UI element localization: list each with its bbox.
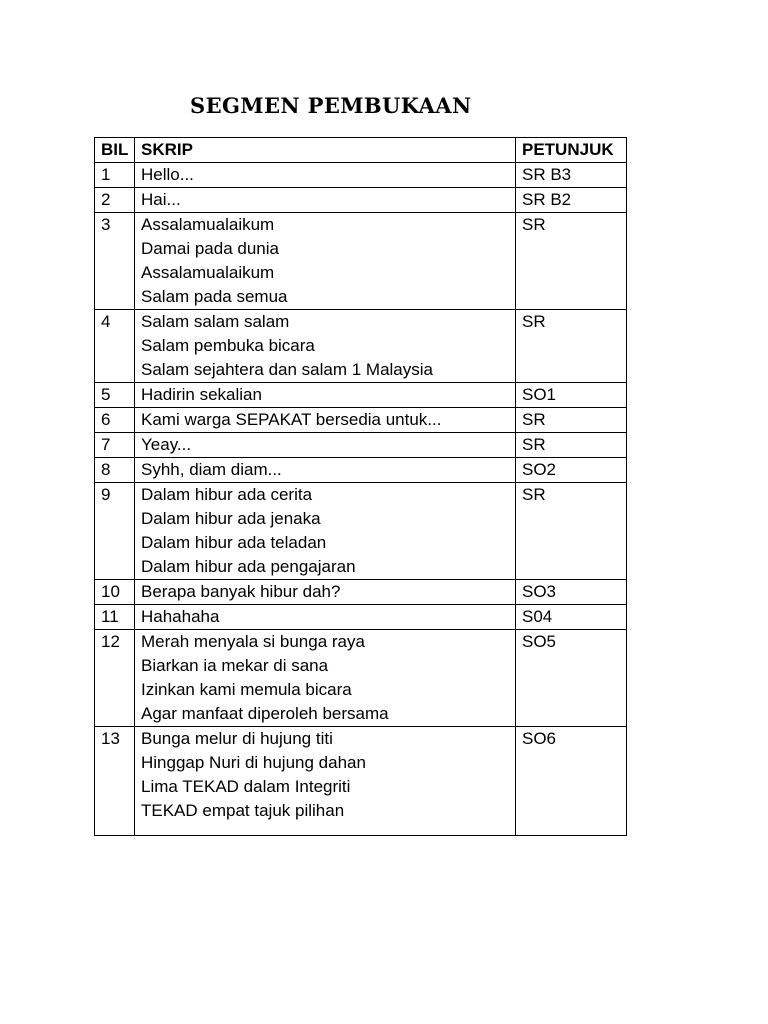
skrip-line: Agar manfaat diperoleh bersama — [141, 704, 389, 723]
cell-skrip — [135, 188, 516, 213]
cell-petunjuk: SR — [516, 310, 627, 383]
cell-bil: 2 — [95, 188, 135, 213]
cell-petunjuk: SO1 — [516, 383, 627, 408]
cell-petunjuk: SR — [516, 213, 627, 310]
skrip-line: Kami warga SEPAKAT bersedia untuk... — [141, 410, 442, 429]
skrip-line: Izinkan kami memula bicara — [141, 680, 352, 699]
cell-bil: 7 — [95, 433, 135, 458]
header-row — [95, 138, 627, 163]
cell-skrip — [135, 310, 516, 383]
cell-skrip — [135, 408, 516, 433]
skrip-line: Salam salam salam — [141, 312, 290, 331]
table-row — [95, 433, 627, 458]
cell-bil: 1 — [95, 163, 135, 188]
cell-petunjuk: SO3 — [516, 580, 627, 605]
table-row — [95, 383, 627, 408]
skrip-line: Hinggap Nuri di hujung dahan — [141, 753, 366, 772]
table-row — [95, 163, 627, 188]
cell-bil: 10 — [95, 580, 135, 605]
cell-skrip — [135, 433, 516, 458]
cell-skrip — [135, 163, 516, 188]
table-row — [95, 408, 627, 433]
cell-petunjuk: SR B2 — [516, 188, 627, 213]
table-row — [95, 188, 627, 213]
skrip-line: Dalam hibur ada cerita — [141, 485, 313, 504]
header-petunjuk: PETUNJUK — [516, 138, 627, 163]
cell-skrip — [135, 605, 516, 630]
cell-petunjuk: SR — [516, 483, 627, 580]
cell-bil: 8 — [95, 458, 135, 483]
cell-skrip — [135, 580, 516, 605]
skrip-line: Dalam hibur ada pengajaran — [141, 557, 356, 576]
skrip-line: Hadirin sekalian — [141, 385, 262, 404]
table-header — [95, 138, 627, 163]
cell-bil: 4 — [95, 310, 135, 383]
cell-bil: 11 — [95, 605, 135, 630]
skrip-line: Lima TEKAD dalam Integriti — [141, 777, 351, 796]
skrip-line: Biarkan ia mekar di sana — [141, 656, 329, 675]
script-table — [94, 137, 627, 836]
skrip-line: Hello... — [141, 165, 194, 184]
cell-bil: 12 — [95, 630, 135, 727]
skrip-line: Bunga melur di hujung titi — [141, 729, 333, 748]
cell-petunjuk: S04 — [516, 605, 627, 630]
skrip-line: Dalam hibur ada teladan — [141, 533, 327, 552]
skrip-line: Merah menyala si bunga raya — [141, 632, 365, 651]
cell-bil: 3 — [95, 213, 135, 310]
table-row — [95, 605, 627, 630]
cell-skrip — [135, 213, 516, 310]
cell-bil: 6 — [95, 408, 135, 433]
cell-bil: 9 — [95, 483, 135, 580]
cell-petunjuk: SR — [516, 433, 627, 458]
table-row — [95, 213, 627, 310]
cell-skrip — [135, 458, 516, 483]
cell-petunjuk: SO2 — [516, 458, 627, 483]
cell-petunjuk: SR B3 — [516, 163, 627, 188]
table-row — [95, 310, 627, 383]
skrip-line: Syhh, diam diam... — [141, 460, 282, 479]
table-row — [95, 580, 627, 605]
table-row — [95, 727, 627, 836]
table-row — [95, 458, 627, 483]
skrip-line: Salam pembuka bicara — [141, 336, 315, 355]
table-row — [95, 630, 627, 727]
cell-skrip — [135, 383, 516, 408]
skrip-line: Assalamualaikum — [141, 215, 275, 234]
skrip-line: Berapa banyak hibur dah? — [141, 582, 341, 601]
cell-petunjuk: SR — [516, 408, 627, 433]
skrip-line: Assalamualaikum — [141, 263, 275, 282]
skrip-line: Dalam hibur ada jenaka — [141, 509, 321, 528]
cell-skrip — [135, 483, 516, 580]
cell-bil: 5 — [95, 383, 135, 408]
table-row — [95, 483, 627, 580]
table-body — [95, 163, 627, 836]
header-bil: BIL — [95, 138, 135, 163]
cell-skrip — [135, 727, 516, 836]
header-skrip: SKRIP — [135, 138, 516, 163]
skrip-line: Yeay... — [141, 435, 192, 454]
skrip-line: Salam sejahtera dan salam 1 Malaysia — [141, 360, 433, 379]
cell-bil: 13 — [95, 727, 135, 836]
skrip-line: Hai... — [141, 190, 181, 209]
skrip-line: Hahahaha — [141, 607, 220, 626]
skrip-line: Salam pada semua — [141, 287, 288, 306]
page-title: SEGMEN PEMBUKAAN — [190, 93, 472, 118]
cell-skrip — [135, 630, 516, 727]
skrip-line: TEKAD empat tajuk pilihan — [141, 801, 345, 820]
skrip-line: Damai pada dunia — [141, 239, 279, 258]
cell-petunjuk: SO5 — [516, 630, 627, 727]
cell-petunjuk: SO6 — [516, 727, 627, 836]
